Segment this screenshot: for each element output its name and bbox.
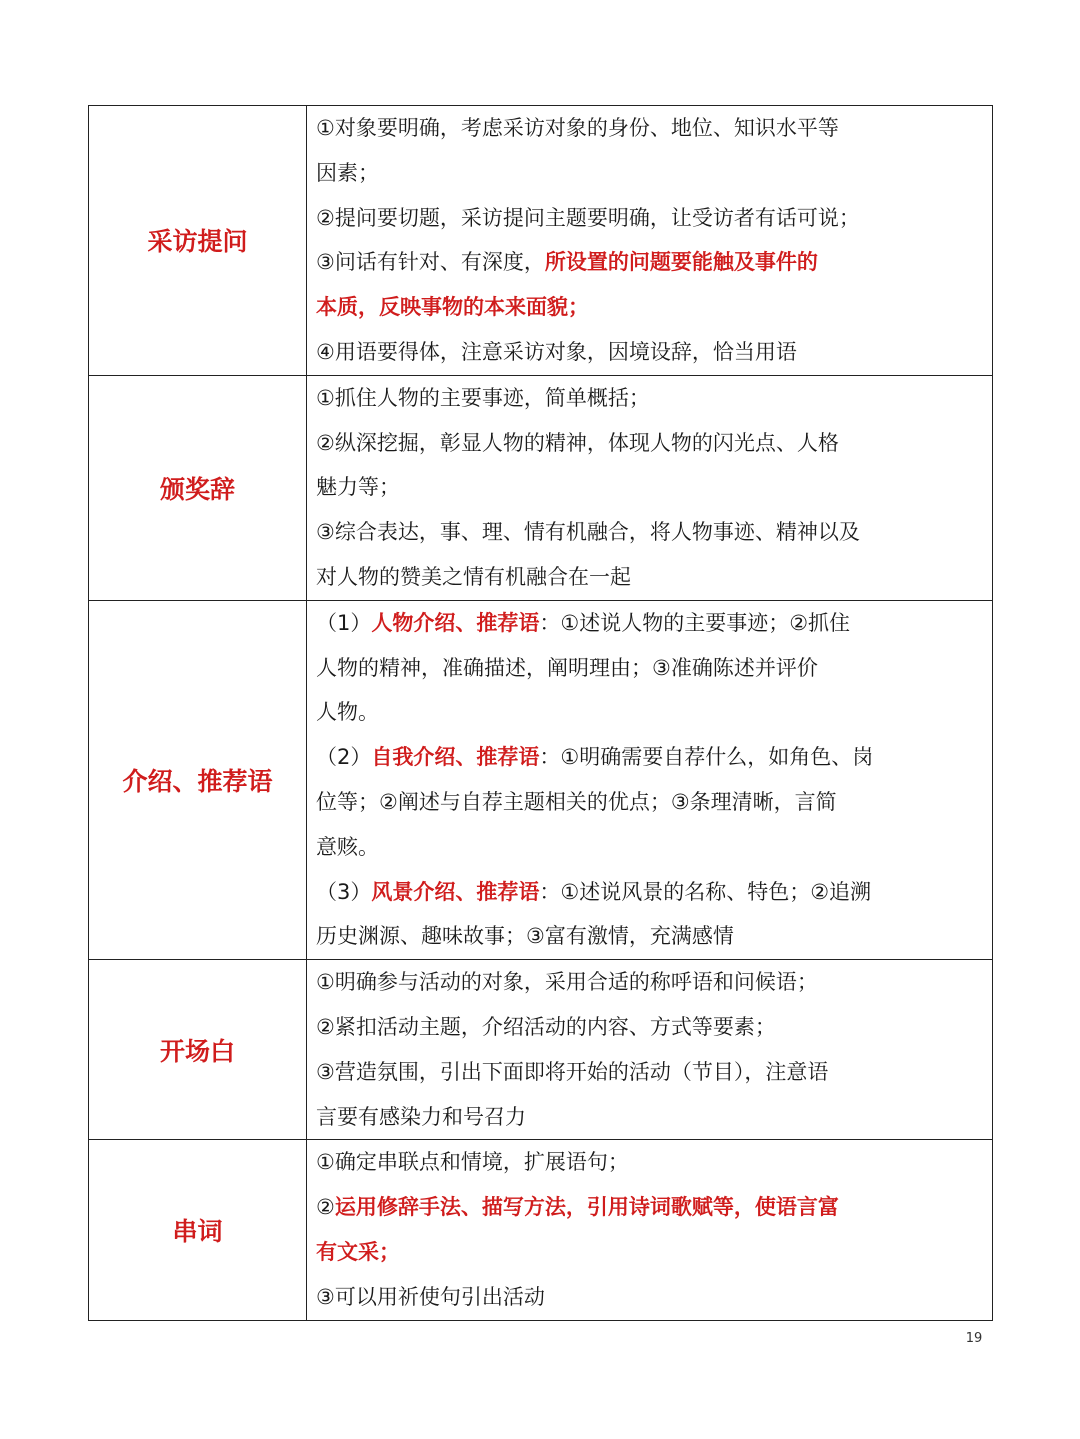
content-line bbox=[316, 914, 984, 959]
body-text: （1） bbox=[316, 610, 372, 635]
content-line bbox=[316, 646, 984, 691]
content-cell bbox=[307, 960, 993, 1140]
content-line bbox=[316, 240, 984, 285]
table-row bbox=[89, 1140, 993, 1320]
body-text: ④用语要得体，注意采访对象，因境设辞，恰当用语 bbox=[316, 339, 797, 364]
highlight-text: 运用修辞手法、描写方法，引用诗词歌赋等，使语言富 bbox=[334, 1195, 839, 1220]
content-line bbox=[316, 960, 984, 1005]
content-cell bbox=[307, 600, 993, 959]
highlight-text: 本质，反映事物的本来面貌； bbox=[316, 295, 589, 320]
content-line bbox=[316, 825, 984, 870]
content-line bbox=[316, 510, 984, 555]
page-number: 19 bbox=[965, 1331, 983, 1346]
body-text: ①确定串联点和情境，扩展语句； bbox=[316, 1150, 629, 1175]
content-line bbox=[316, 151, 984, 196]
content-line bbox=[316, 106, 984, 151]
body-text: （3） bbox=[316, 879, 372, 904]
content-cell bbox=[307, 375, 993, 600]
content-line bbox=[316, 196, 984, 241]
body-text: 言要有感染力和号召力 bbox=[316, 1104, 526, 1129]
body-text: ：①明确需要自荐什么，如角色、岗 bbox=[539, 745, 874, 770]
body-text: ①对象要明确，考虑采访对象的身份、地位、知识水平等 bbox=[316, 116, 839, 140]
table-row bbox=[89, 600, 993, 959]
body-text: 人物。 bbox=[316, 700, 379, 725]
term-label: 采访提问 bbox=[147, 227, 248, 257]
term-label: 颁奖辞 bbox=[159, 474, 235, 504]
content-line bbox=[316, 870, 984, 915]
content-cell bbox=[307, 1140, 993, 1320]
body-text: ：①述说人物的主要事迹；②抓住 bbox=[539, 610, 851, 635]
body-text: ③综合表达，事、理、情有机融合，将人物事迹、精神以及 bbox=[316, 520, 860, 545]
body-text: ①明确参与活动的对象，采用合适的称呼语和问候语； bbox=[316, 970, 818, 995]
content-line bbox=[316, 1140, 984, 1185]
content-line bbox=[316, 285, 984, 330]
highlight-text: 自我介绍、推荐语 bbox=[371, 745, 540, 770]
content-line bbox=[316, 555, 984, 600]
term-cell bbox=[89, 375, 307, 600]
highlight-text: 人物介绍、推荐语 bbox=[371, 610, 540, 635]
body-text: 历史渊源、趣味故事；③富有激情，充满感情 bbox=[316, 924, 734, 949]
table-body bbox=[89, 106, 993, 1321]
content-cell bbox=[307, 106, 993, 376]
term-cell bbox=[89, 106, 307, 376]
table-row bbox=[89, 375, 993, 600]
content-line bbox=[316, 1095, 984, 1140]
body-text: 人物的精神，准确描述，阐明理由；③准确陈述并评价 bbox=[316, 655, 818, 680]
body-text: ③问话有针对、有深度， bbox=[316, 250, 545, 275]
body-text: ②纵深挖掘，彰显人物的精神，体现人物的闪光点、人格 bbox=[316, 430, 839, 455]
term-label: 介绍、推荐语 bbox=[122, 766, 273, 796]
content-line bbox=[316, 735, 984, 780]
content-line bbox=[316, 1275, 984, 1320]
term-cell bbox=[89, 600, 307, 959]
body-text: 对人物的赞美之情有机融合在一起 bbox=[316, 564, 631, 589]
writing-tips-table bbox=[88, 105, 993, 1321]
body-text: 意赅。 bbox=[316, 834, 379, 859]
body-text: ③可以用祈使句引出活动 bbox=[316, 1284, 545, 1309]
table-row bbox=[89, 106, 993, 376]
table-row bbox=[89, 960, 993, 1140]
body-text: ③营造氛围，引出下面即将开始的活动（节目），注意语 bbox=[316, 1059, 829, 1084]
body-text: （2） bbox=[316, 745, 372, 770]
content-line bbox=[316, 601, 984, 646]
body-text: ：①述说风景的名称、特色；②追溯 bbox=[539, 879, 872, 904]
body-text: ①抓住人物的主要事迹，简单概括； bbox=[316, 385, 650, 410]
content-line bbox=[316, 465, 984, 510]
content-line bbox=[316, 1005, 984, 1050]
term-cell bbox=[89, 1140, 307, 1320]
body-text: 魅力等； bbox=[316, 475, 400, 500]
content-line bbox=[316, 690, 984, 735]
body-text: 位等；②阐述与自荐主题相关的优点；③条理清晰，言简 bbox=[316, 789, 837, 814]
highlight-text: 所设置的问题要能触及事件的 bbox=[544, 250, 818, 275]
content-line bbox=[316, 421, 984, 466]
highlight-text: 有文采； bbox=[316, 1239, 400, 1264]
body-text: ②提问要切题，采访提问主题要明确，让受访者有话可说； bbox=[316, 205, 860, 230]
body-text: ②紧扣活动主题，介绍活动的内容、方式等要素； bbox=[316, 1014, 776, 1039]
content-line bbox=[316, 1230, 984, 1275]
body-text: 因素； bbox=[316, 160, 379, 185]
term-label: 串词 bbox=[172, 1216, 223, 1246]
body-text: ② bbox=[316, 1195, 335, 1220]
term-label: 开场白 bbox=[159, 1036, 235, 1066]
content-line bbox=[316, 780, 984, 825]
content-line bbox=[316, 376, 984, 421]
term-cell bbox=[89, 960, 307, 1140]
content-line bbox=[316, 1185, 984, 1230]
content-line bbox=[316, 1050, 984, 1095]
highlight-text: 风景介绍、推荐语 bbox=[371, 879, 540, 904]
content-line bbox=[316, 330, 984, 375]
